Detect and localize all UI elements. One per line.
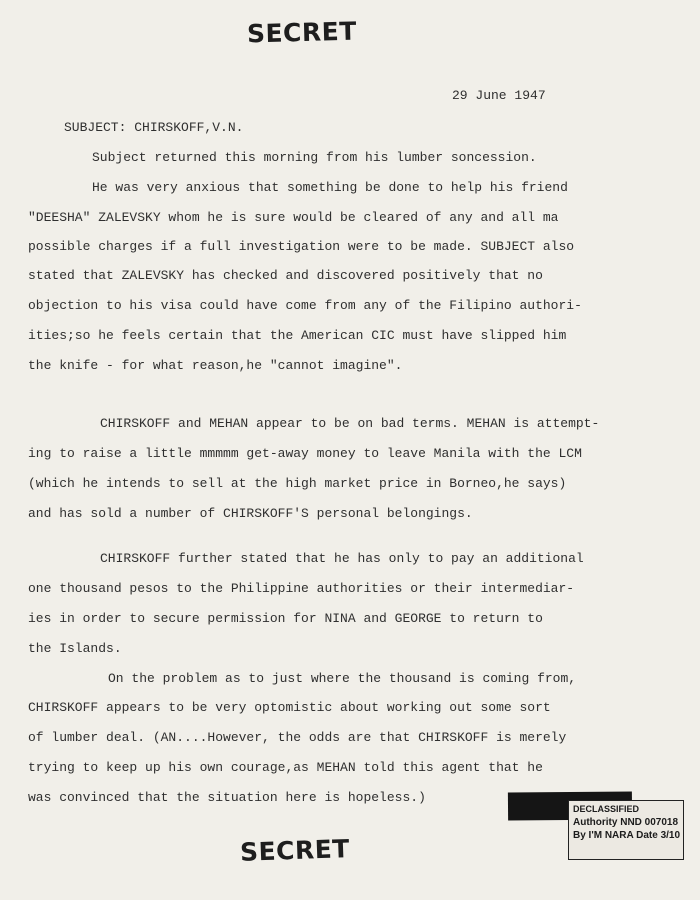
body-line: stated that ZALEVSKY has checked and discovered positively that no (28, 268, 543, 283)
memo-date: 29 June 1947 (452, 88, 546, 103)
classification-stamp-bottom: SECRET (239, 834, 351, 867)
body-line: On the problem as to just where the thousand is coming from, (108, 671, 577, 686)
body-line: of lumber deal. (AN....However, the odds are that CHIRSKOFF is merely (28, 730, 567, 745)
declassified-by: By I'M NARA Date 3/10 (573, 830, 681, 841)
memo-subject: SUBJECT: CHIRSKOFF,V.N. (64, 120, 244, 135)
body-line: Subject returned this morning from his lumber soncession. (92, 150, 537, 165)
body-line: CHIRSKOFF appears to be very optomistic about working out some sort (28, 700, 551, 715)
body-line: He was very anxious that something be done to help his friend (92, 180, 568, 195)
body-line: objection to his visa could have come from any of the Filipino authori- (28, 298, 582, 313)
classification-stamp-top: SECRET (246, 16, 358, 49)
body-line: "DEESHA" ZALEVSKY whom he is sure would be cleared of any and all ma (28, 210, 559, 225)
body-line: was convinced that the situation here is hopeless.) (28, 790, 426, 805)
body-line: ities;so he feels certain that the American CIC must have slipped him (28, 328, 567, 343)
body-line: ies in order to secure permission for NINA and GEORGE to return to (28, 611, 543, 626)
body-line: the Islands. (28, 641, 122, 656)
body-line: trying to keep up his own courage,as MEHAN told this agent that he (28, 760, 543, 775)
body-line: (which he intends to sell at the high market price in Borneo,he says) (28, 476, 567, 491)
body-line: CHIRSKOFF further stated that he has only to pay an additional (100, 551, 584, 566)
body-line: CHIRSKOFF and MEHAN appear to be on bad terms. MEHAN is attempt- (100, 416, 600, 431)
body-line: and has sold a number of CHIRSKOFF'S personal belongings. (28, 506, 473, 521)
body-line: the knife - for what reason,he "cannot imagine". (28, 358, 403, 373)
declassified-title: DECLASSIFIED (573, 804, 640, 814)
declassified-stamp (568, 800, 684, 860)
body-line: possible charges if a full investigation were to be made. SUBJECT also (28, 239, 575, 254)
declassified-authority: Authority NND 007018 (573, 817, 679, 828)
body-line: one thousand pesos to the Philippine authorities or their intermediar- (28, 581, 575, 596)
body-line: ing to raise a little mmmmm get-away money to leave Manila with the LCM (28, 446, 582, 461)
